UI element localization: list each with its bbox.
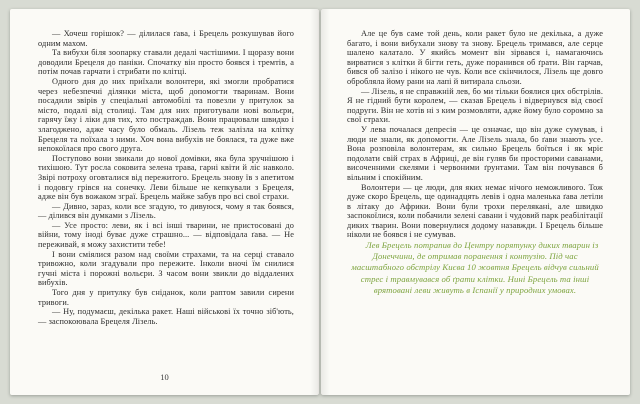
paragraph: Одного дня до них приїхали волонтери, які змогли пробратися через небезпечні ділянки міста, щоб допомогти тваринам. Вони посадили звірів у спеціальні автомобілі та повезли у притулок за місто, подалі від столиці. Там для них приготували нові вольєри, гарячу їжу і ліки для тих, хто постраждав. Вони працювали швидко і злагоджено, адже часу було обмаль. Лізель теж залізла на клітку Брецеля та поїхала з ними. Хоч вона вибухів не боялася, та дуже вже непокоїлася про свого друга.	[38, 76, 294, 154]
paragraph: Та вибухи біля зоопарку ставали дедалі частішими. І щоразу вони доводили Брецеля до паніки. Спочатку він просто боявся і тремтів, а потім почав гарчати і стрибати по клітці.	[38, 48, 294, 77]
paragraph: Того дня у притулку був сніданок, коли раптом завили сирени тривоги.	[38, 288, 294, 307]
page-left	[10, 9, 319, 395]
paragraph: — Ну, подумаєш, декілька ракет. Наші військові їх точно зіб'ють, — заспокоювала Брецеля Лізель.	[38, 307, 294, 326]
page-right	[321, 9, 630, 395]
page-right-text	[347, 29, 603, 296]
paragraph: — Дивно, зараз, коли все згадую, то дивуюся, чому я так боявся, — ділився він думками з Лізель.	[38, 201, 294, 221]
page-number: 10	[160, 372, 169, 382]
paragraph: Поступово вони звикали до нової домівки, яка була зручнішою і тихішою. Тут росла соковита зелена трава, гарні квіти й ліс навколо. Звірі потроху оговталися від пережитого. Брецель знову їв з апетитом і подовгу грівся на сонечку. Леви більше не кепкували з Брецеля, адже він був вожаком зграї. Брецель майже забув про всі свої страхи.	[38, 153, 294, 202]
author-note: Лев Брецель потрапив до Центру порятунку диких тварин із Донеччини, де отримав поранення і контузію. Під час масштабного обстрілу Києва 10 жовтня Брецель відчув сильний стрес і травмувався об ґрати клітки. Нині Брецель та інші врятовані леви живуть в Іспанії у природних умовах.	[351, 240, 599, 295]
paragraph: У лева почалася депресія — це означає, що він дуже сумував, і люди не знали, як допомогти. Але Лізель знала, бо ґави знають усе. Вона розповіла волонтерам, як сильно Брецель боїться і як мріє подолати свій страх в Африці, де він гуляв би просторими саванами, височенними скелями і червоними ґрунтами. Там він почувався б вільним і спокійним.	[347, 124, 603, 182]
paragraph: Але це був саме той день, коли ракет було не декілька, а дуже багато, і вони вибухали знову та знову. Брецель тримався, але серце шалено калатало. У якийсь момент він зірвався і, намагаючись вирватися з клітки й бігти геть, дуже поранився об ґрати. Він гарчав, бився об залізо і нікого не чув. Коли все скінчилося, Лізель ще довго обробляла йому рани на лапі й витирала сльози.	[347, 29, 603, 86]
page-left-text	[38, 29, 294, 326]
paragraph: — Усе просто: леви, як і всі інші тварини, не пристосовані до війни, тому іноді буває дуже страшно... — відповідала ґава. — Не переживай, я можу захистити тебе!	[38, 220, 294, 250]
paragraph: Волонтери — це люди, для яких немає нічого неможливого. Тож дуже скоро Брецель, ще одинадцять левів і одна маленька ґава летіли в літаку до Африки. Вони були трохи перелякані, але швидко заспокоїлися, коли побачили зелені савани і чудовий парк реабілітації диких тварин. Вони повернулися додому назавжди. І Брецель більше ніколи не боявся і не сумував.	[347, 182, 603, 240]
paragraph: І вони сміялися разом над своїми страхами, та на серці ставало тривожно, коли згадували про пережите. Інколи вночі їм снилися гучні міста і порожні вольєри. З часом вони звикли до віддалених вибухів.	[38, 249, 294, 288]
paragraph: — Лізель, я не справжній лев, бо ми тільки боялися цих обстрілів. Я не гідний бути королем, — сказав Брецель і відвернувся від своєї подруги. Він не хотів ні з ким розмовляти, адже йому було соромно за свої страхи.	[347, 86, 603, 125]
paragraph: — Хочеш горішок? — ділилася ґава, і Брецель розкушував його одним махом.	[38, 29, 294, 48]
